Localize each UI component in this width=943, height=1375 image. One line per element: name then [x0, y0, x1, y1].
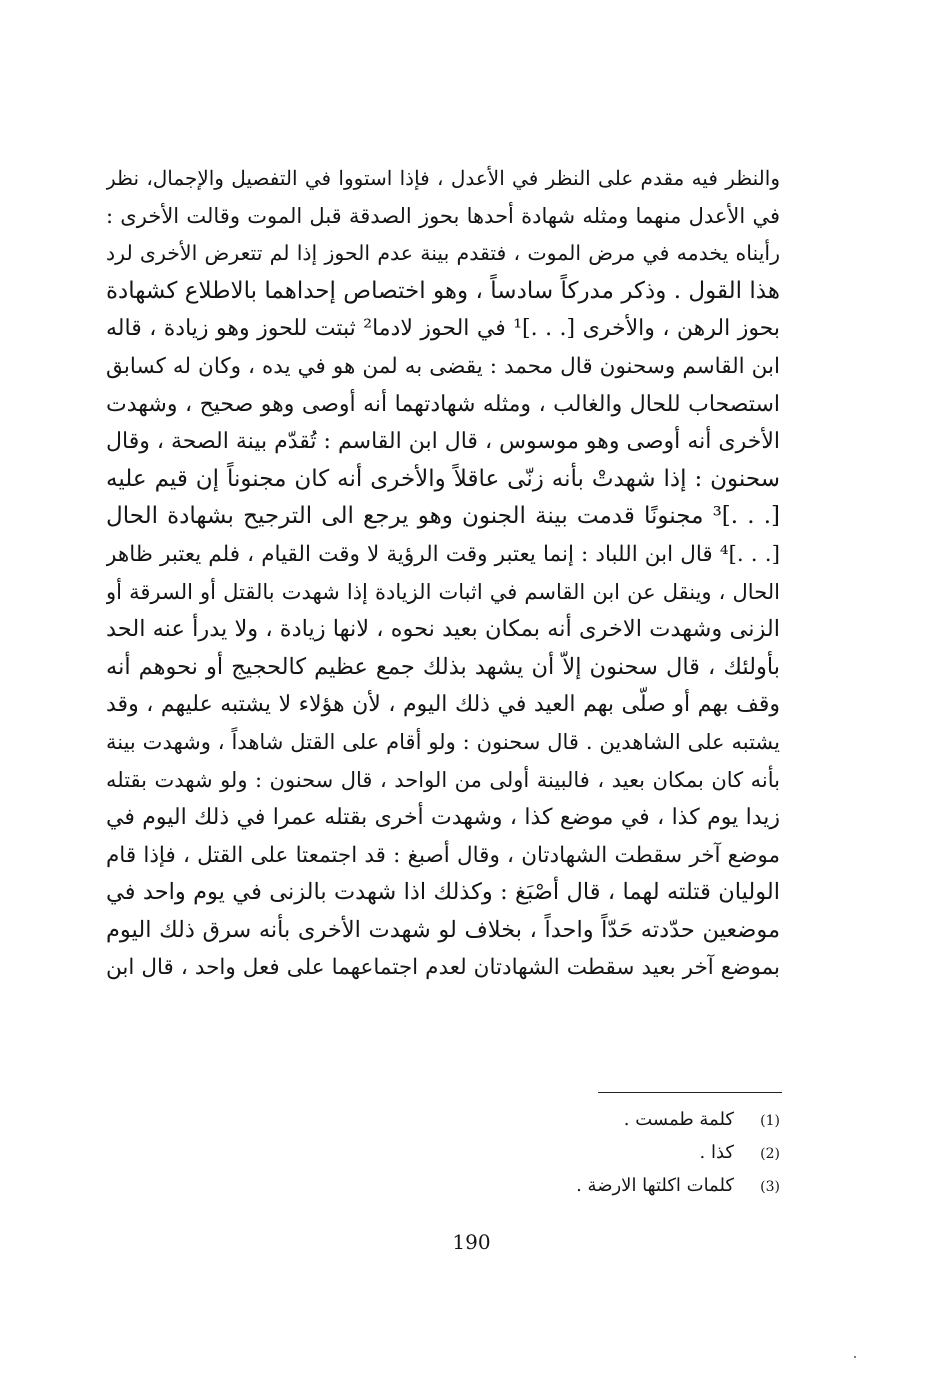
- text-line: [. . .]³ مجنونًا قدمت بينة الجنون وهو يرجع الى الترجيح بشهادة الحال: [106, 503, 780, 530]
- text-line: والنظر فيه مقدم على النظر في الأعدل ، فإذا استووا في التفصيل والإجمال، نظر: [106, 166, 780, 190]
- footnote-number: (1): [760, 1113, 780, 1129]
- text-line: هذا القول . وذكر مدركاً سادساً ، وهو اختصاص إحداهما بالاطلاع كشهادة: [106, 277, 780, 304]
- text-line: يشتبه على الشاهدين . قال سحنون : ولو أقام على القتل شاهداً ، وشهدت بينة: [106, 729, 780, 754]
- text-line: موضع آخر سقطت الشهادتان ، وقال أصبغ : قد اجتمعتا على القتل ، فإذا قام: [106, 842, 780, 868]
- text-line: موضعين حدّدته حَدّاً واحداً ، بخلاف لو شهدت الأخرى بأنه سرق ذلك اليوم: [106, 916, 780, 943]
- text-line: بحوز الرهن ، والأخرى [. . .]¹ في الحوز لادما² ثبتت للحوز وهو زيادة ، قاله: [106, 316, 780, 342]
- text-line: استصحاب للحال والغالب ، ومثله شهادتهما أنه أوصى وهو صحيح ، وشهدت: [106, 391, 780, 417]
- text-line: الوليان قتلته لهما ، قال أصْبَغ : وكذلك اذا شهدت بالزنى في يوم واحد في: [106, 879, 780, 906]
- text-line: بأنه كان بمكان بعيد ، فالبينة أولى من الواحد ، قال سحنون : ولو شهدت بقتله: [106, 767, 780, 792]
- text-line: الأخرى أنه أوصى وهو موسوس ، قال ابن القاسم : تُقدّم بينة الصحة ، وقال: [106, 429, 780, 455]
- text-line: رأيناه يخدمه في مرض الموت ، فتقدم بينة عدم الحوز إذا لم تتعرض الأخرى لرد: [106, 241, 780, 266]
- footnote-divider: [598, 1092, 782, 1093]
- footnote-1: [400, 1103, 780, 1136]
- text-line: وقف بهم أو صلّى بهم العيد في ذلك اليوم ، لأن هؤلاء لا يشتبه عليهم ، وقد: [106, 692, 780, 718]
- text-line: ابن القاسم وسحنون قال محمد : يقضى به لمن هو في يده ، وكان له كسابق: [106, 353, 780, 379]
- text-line: الحال ، وينقل عن ابن القاسم في اثبات الزيادة إذا شهدت بالقتل أو السرقة أو: [106, 579, 780, 604]
- body-text: [106, 160, 780, 987]
- footnotes: [400, 1103, 780, 1202]
- footnote-text: كذا .: [699, 1142, 734, 1163]
- text-line: زيدا يوم كذا ، في موضع كذا ، وشهدت أخرى بقتله عمرا في ذلك اليوم في: [106, 805, 780, 831]
- footnote-3: [400, 1169, 780, 1202]
- text-line: بأولئك ، قال سحنون إلاّ أن يشهد بذلك جمع عظيم كالحجيج أو نحوهم أنه: [106, 653, 780, 680]
- footnote-number: (3): [760, 1179, 780, 1195]
- page-number: 190: [452, 1230, 491, 1254]
- text-line: [. . .]⁴ قال ابن اللباد : إنما يعتبر وقت الرؤية لا وقت القيام ، فلم يعتبر ظاهر: [106, 541, 780, 567]
- footnote-text: كلمة طمست .: [623, 1109, 734, 1130]
- footnote-text: كلمات اكلتها الارضة .: [576, 1175, 734, 1196]
- footnote-2: [400, 1136, 780, 1169]
- text-line: بموضع آخر بعيد سقطت الشهادتان لعدم اجتماعهما على فعل واحد ، قال ابن: [106, 955, 780, 981]
- text-line: سحنون : إذا شهدتْ بأنه زنّى عاقلاً والأخرى أنه كان مجنوناً إن قيم عليه: [106, 465, 780, 492]
- text-line: الزنى وشهدت الاخرى أنه بمكان بعيد نحوه ، لانها زيادة ، ولا يدرأ عنه الحد: [106, 616, 780, 643]
- scan-speck: [854, 1356, 856, 1358]
- text-line: في الأعدل منهما ومثله شهادة أحدها بحوز الصدقة قبل الموت وقالت الأخرى :: [106, 203, 780, 228]
- footnote-number: (2): [760, 1146, 780, 1162]
